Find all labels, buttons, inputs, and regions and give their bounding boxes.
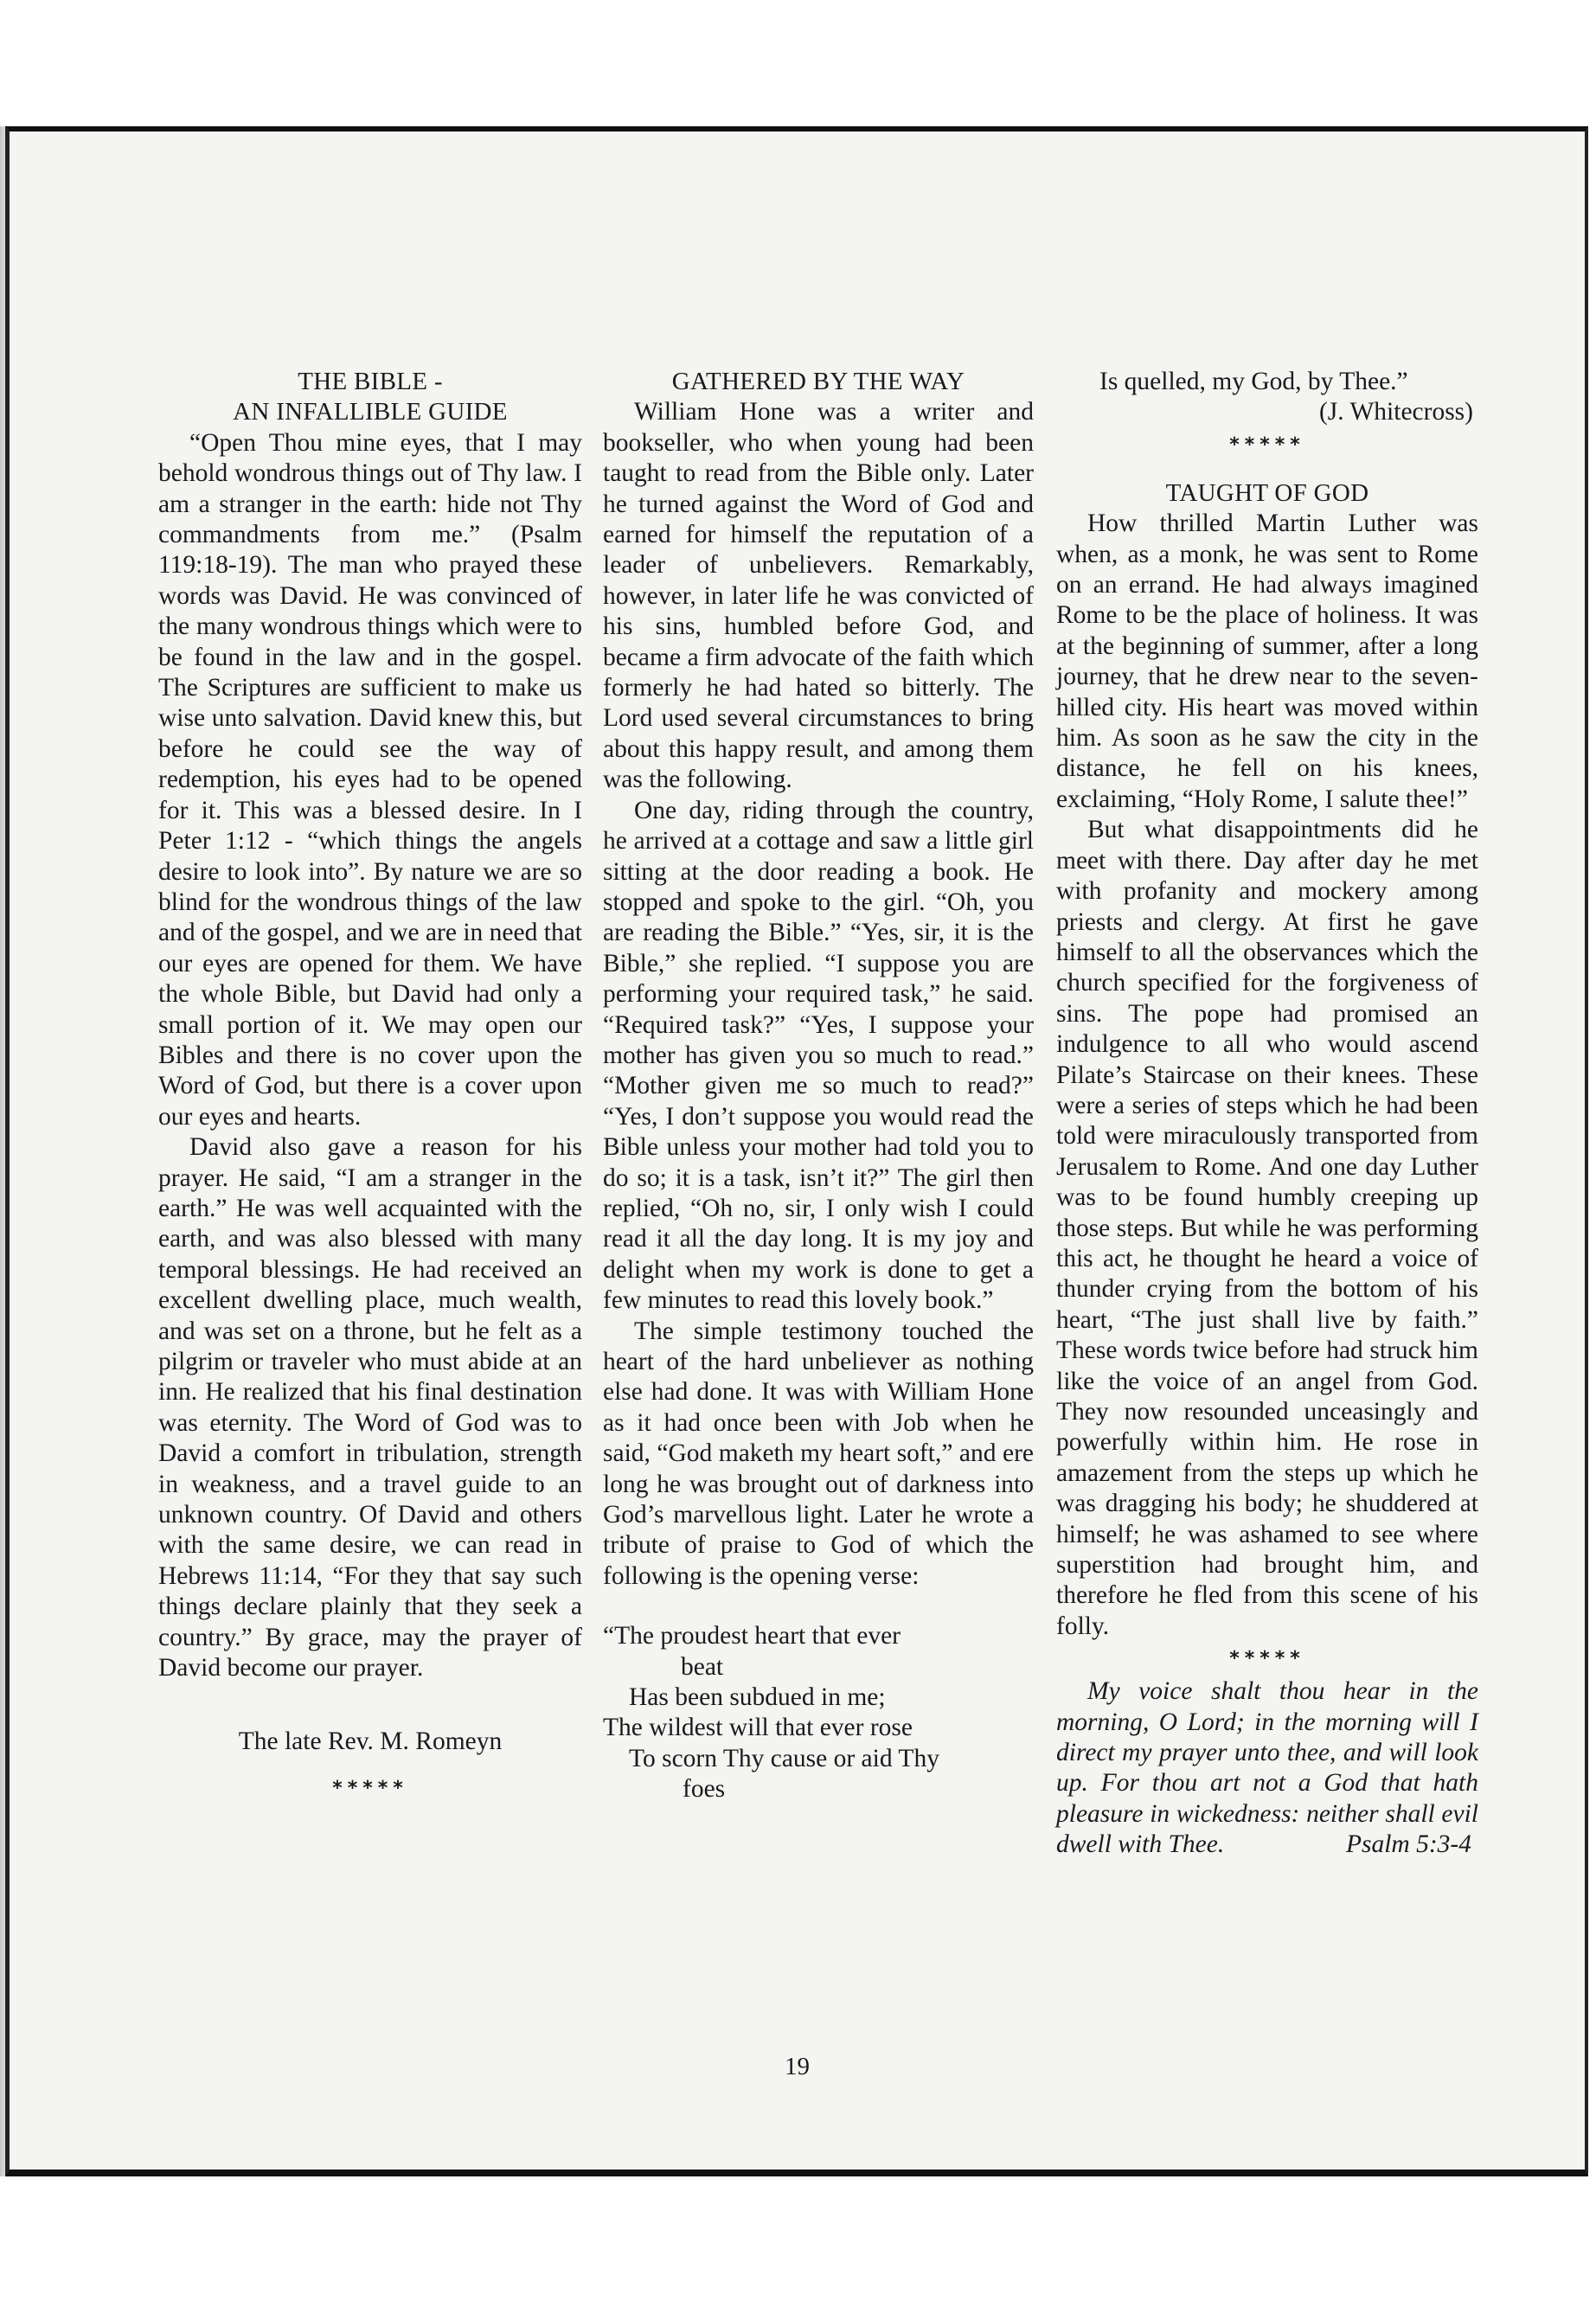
column-1 [158, 367, 582, 1806]
poem [603, 1621, 1034, 1804]
paragraph: But what disappointments did he meet with there. Day after day he met with profanity and mockery among priests and clergy. At first he gave himself to all the observances which the church specified for the forgiveness of sins. The pope had promised an indulgence to all who would ascend Pilate’s Staircase on their knees. These were a series of steps which he had been told were miraculously transported from Jerusalem to Rome. And one day Luther was to be found humbly creeping up those steps. But while he was performing this act, he thought he heard a voice of thunder crying from the bottom of his heart, “The just shall live by faith.” These words twice before had struck him like the voice of an angel from God. They now resounded unceasingly and powerfully within him. He rose in amazement from the steps up which he was dragging his body; he shuddered at himself; he was ashamed to see where superstition had brought him, and therefore he fled from this scene of his folly. [1056, 816, 1478, 1640]
scripture-reference: Psalm 5:3-4 [1345, 1830, 1471, 1859]
column-3 [1056, 367, 1478, 1861]
paragraph: How thrilled Martin Luther was when, as a monk, he was sent to Rome on an errand. He had always imagined Rome to be the place of holiness. It was at the beginning of summer, after a long journey, that he drew near to the seven-hilled city. His heart was moved within him. As soon as he saw the city in the distance, he fell on his knees, exclaiming, “Holy Rome, I salute thee!” [1056, 510, 1478, 813]
paragraph: The simple testimony touched the heart of the hard unbeliever as nothing else had done. It was with William Hone as it had once been with Job when he said, “God maketh my heart soft,” and ere long he was brought out of darkness into God’s marvellous light. Later he wrote a tribute of praise to God of which the following is the opening verse: [603, 1317, 1034, 1590]
poem-line: To scorn Thy cause or aid Thy [629, 1744, 939, 1772]
scripture-quote-text: My voice shalt thou hear in the morning, O Lord; in the morning will I direct my prayer unto thee, and will look up. For thou art not a God that hath pleasure in wickedness: neither shall evil dwell with Thee. [1056, 1677, 1478, 1859]
paragraph: “Open Thou mine eyes, that I may behold wondrous things out of Thy law. I am a stranger in the earth: hide not Thy commandments from me.” (Psalm 119:18-19). The man who prayed these words was David. He was convinced of the many wondrous things which were to be found in the law and in the gospel. The Scriptures are sufficient to make us wise unto salvation. David knew this, but before he could see the way of redemption, his eyes had to be opened for it. This was a blessed desire. In I Peter 1:12 - “which things the angels desire to look into”. By nature we are so blind for the wondrous things of the law and of the gospel, and we are in need that our eyes are opened for them. We have the whole Bible, but David had only a small portion of it. We may open our Bibles and there is no cover upon the Word of God, but there is a cover upon our eyes and hearts. [158, 428, 582, 1131]
poem-line: beat [681, 1652, 724, 1681]
column-2 [603, 367, 1034, 1805]
paragraph: David also gave a reason for his prayer. He said, “I am a stranger in the earth.” He was well acquainted with the earth, and was also blessed with many temporal blessings. He had received an excellent dwelling place, much wealth, and was set on a throne, but he felt as a pilgrim or traveler who must abide at an inn. He realized that his final destination was eternity. The Word of God was to David a comfort in tribulation, strength in weakness, and a travel guide to an unknown country. Of David and others with the same desire, we can read in Hebrews 11:14, “For they that say such things declare plainly that they seek a country.” By grace, may the prayer of David become our prayer. [158, 1133, 582, 1682]
poem-author: (J. Whitecross) [1318, 398, 1473, 426]
author-signature: The late Rev. M. Romeyn [238, 1727, 503, 1756]
poem-line: Has been subdued in me; [629, 1683, 886, 1712]
article-heading-line-2: AN INFALLIBLE GUIDE [233, 398, 508, 426]
article-heading: GATHERED BY THE WAY [671, 368, 965, 395]
page-sheet [5, 126, 1588, 2176]
section-divider-stars: ***** [1229, 433, 1305, 456]
poem-line: The wildest will that ever rose [603, 1714, 913, 1742]
poem-line: Is quelled, my God, by Thee.” [1099, 368, 1408, 395]
article-heading-line-1: THE BIBLE - [298, 368, 443, 395]
section-divider-stars: ***** [1229, 1648, 1305, 1670]
scripture-quote [1056, 1676, 1478, 1860]
poem-line: foes [683, 1775, 726, 1804]
article-heading: TAUGHT OF GOD [1165, 478, 1369, 507]
page-number: 19 [785, 2053, 810, 2080]
paragraph: William Hone was a writer and bookseller, who when young had been taught to read from the Bible only. Later he turned against the Word of God and earned for himself the reputation of a leader of unbelievers. Remarkably, however, in later life he was convicted of his sins, humbled before God, and became a firm advocate of the faith which formerly he had hated so bitterly. The Lord used several circumstances to bring about this happy result, and among them was the following. [603, 398, 1034, 794]
poem-line: “The proudest heart that ever [603, 1622, 901, 1650]
paragraph: One day, riding through the country, he arrived at a cottage and saw a little girl sitting at the door reading a book. He stopped and spoke to the girl. “Oh, you are reading the Bible.” “Yes, sir, it is the Bible,” she replied. “I suppose you are performing your required task,” he said. “Required task?” “Yes, I suppose your mother has given you so much to read.” “Mother given me so much to read?” “Yes, I don’t suppose you would read the Bible unless your mother had told you to do so; it is a task, isn’t it?” The girl then replied, “Oh no, sir, I only wish I could read it all the day long. It is my joy and delight when my work is done to get a few minutes to read this lovely book.” [603, 796, 1034, 1315]
section-divider-stars: ***** [332, 1777, 408, 1799]
